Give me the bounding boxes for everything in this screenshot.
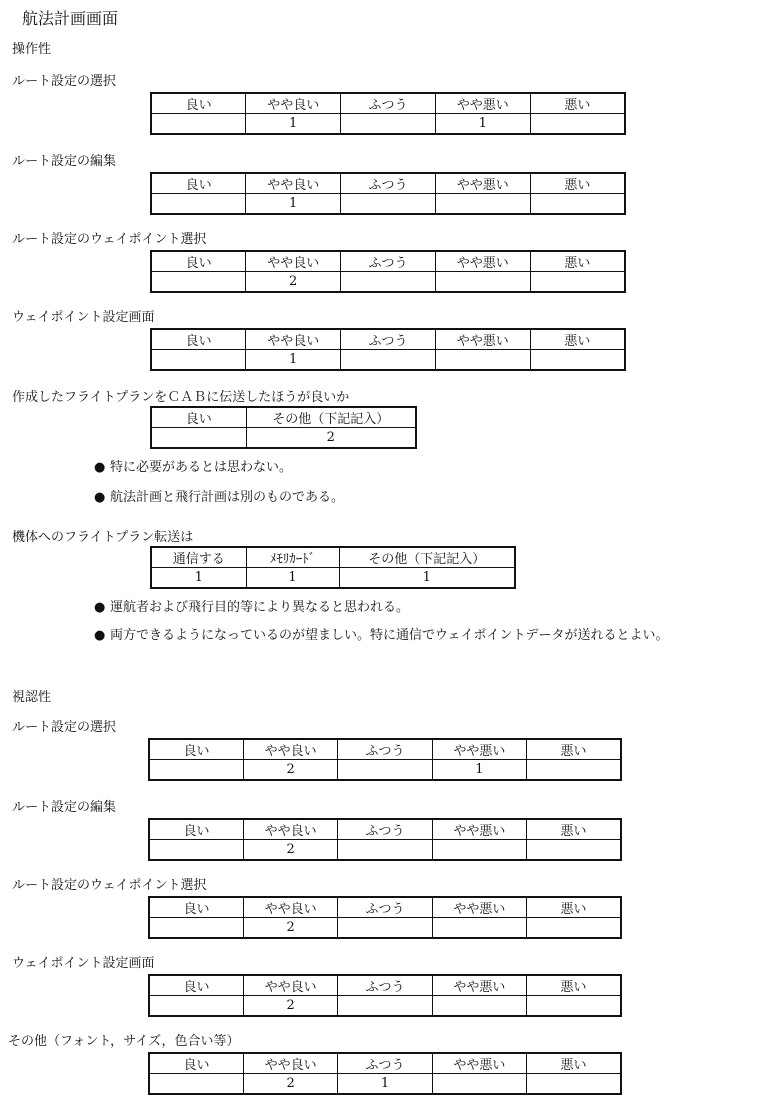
value-cell: 1 (151, 568, 246, 589)
rating-table (150, 172, 626, 215)
header-cell: やや悪い (432, 819, 526, 840)
header-cell: 悪い (527, 819, 621, 840)
question-label: ルート設定の選択 (12, 74, 117, 89)
value-cell (151, 350, 246, 371)
question-label: 作成したフライトプランをＣＡＢに伝送したほうが良いか (12, 390, 350, 405)
header-cell: やや良い (243, 1053, 337, 1074)
value-cell (527, 760, 621, 781)
bullet-icon: ● (94, 490, 106, 505)
value-cell (338, 840, 432, 861)
rating-table (148, 818, 622, 861)
value-cell: 2 (243, 1074, 337, 1095)
value-cell (151, 114, 246, 135)
page-title: 航法計画画面 (22, 9, 119, 28)
header-cell: やや良い (246, 93, 341, 114)
comment-text: 両方できるようになっているのが望ましい。特に通信でウェイポイントデータが送れるとよい。 (110, 628, 669, 643)
header-cell: 悪い (530, 251, 625, 272)
value-cell (151, 428, 246, 449)
rating-table (148, 738, 622, 781)
value-cell (151, 272, 246, 293)
question-label: ルート設定の編集 (12, 800, 117, 815)
value-cell (432, 918, 526, 939)
value-cell (341, 350, 436, 371)
header-cell: その他（下記記入） (339, 547, 515, 568)
value-cell (435, 194, 530, 215)
question-label: ルート設定の選択 (12, 720, 117, 735)
header-cell: ふつう (338, 819, 432, 840)
header-cell: やや良い (243, 975, 337, 996)
header-cell: 良い (151, 93, 246, 114)
header-cell: 悪い (527, 975, 621, 996)
header-cell: やや良い (246, 251, 341, 272)
header-cell: ふつう (341, 329, 436, 350)
header-cell: やや良い (243, 739, 337, 760)
rating-table (150, 406, 417, 449)
value-cell (527, 918, 621, 939)
header-cell: やや良い (246, 329, 341, 350)
header-cell: 悪い (527, 897, 621, 918)
value-cell: 1 (339, 568, 515, 589)
header-cell: やや悪い (432, 975, 526, 996)
value-cell: 2 (243, 760, 337, 781)
header-cell: やや悪い (435, 251, 530, 272)
header-cell: 良い (149, 975, 243, 996)
value-cell (338, 996, 432, 1017)
value-cell: 2 (243, 996, 337, 1017)
value-cell (151, 194, 246, 215)
header-cell: ふつう (338, 739, 432, 760)
header-cell: やや良い (243, 819, 337, 840)
section-heading-visibility: 視認性 (12, 690, 52, 705)
question-label: ルート設定のウェイポイント選択 (12, 878, 207, 893)
header-cell: ふつう (341, 93, 436, 114)
header-cell: 良い (149, 739, 243, 760)
question-label: ルート設定のウェイポイント選択 (12, 232, 207, 247)
header-cell: ふつう (341, 251, 436, 272)
value-cell: 2 (243, 918, 337, 939)
header-cell: ふつう (338, 1053, 432, 1074)
value-cell (149, 918, 243, 939)
rating-table (148, 1052, 622, 1095)
header-cell: やや悪い (432, 739, 526, 760)
value-cell (527, 1074, 621, 1095)
rating-table (150, 546, 516, 589)
value-cell: 2 (243, 840, 337, 861)
header-cell: 悪い (530, 93, 625, 114)
value-cell (338, 760, 432, 781)
header-cell: その他（下記記入） (246, 407, 416, 428)
header-cell: 悪い (530, 329, 625, 350)
value-cell (432, 840, 526, 861)
comment-item (94, 626, 770, 646)
value-cell (149, 760, 243, 781)
value-cell (341, 272, 436, 293)
header-cell: やや悪い (432, 897, 526, 918)
question-label: ルート設定の編集 (12, 154, 117, 169)
header-cell: 良い (151, 329, 246, 350)
comment-item (94, 456, 292, 475)
header-cell: 悪い (527, 1053, 621, 1074)
header-cell: ﾒﾓﾘｶｰﾄﾞ (246, 547, 339, 568)
header-cell: ふつう (338, 975, 432, 996)
value-cell (149, 996, 243, 1017)
value-cell: 2 (246, 428, 416, 449)
header-cell: やや悪い (435, 173, 530, 194)
question-label: その他（フォント，サイズ，色合い等） (8, 1034, 240, 1049)
value-cell: 1 (435, 114, 530, 135)
header-cell: ふつう (338, 897, 432, 918)
value-cell (149, 1074, 243, 1095)
rating-table (150, 250, 626, 293)
header-cell: 通信する (151, 547, 246, 568)
rating-table (150, 328, 626, 371)
bullet-icon: ● (94, 628, 106, 643)
value-cell: 1 (338, 1074, 432, 1095)
question-label: ウェイポイント設定画面 (12, 956, 155, 971)
rating-table (150, 92, 626, 135)
bullet-icon: ● (94, 460, 106, 475)
header-cell: 悪い (530, 173, 625, 194)
comment-item (94, 486, 344, 505)
value-cell (435, 272, 530, 293)
comment-text: 運航者および飛行目的等により異なると思われる。 (110, 600, 410, 615)
comment-text: 特に必要があるとは思わない。 (110, 460, 293, 475)
question-label: 機体へのフライトプラン転送は (12, 530, 194, 545)
value-cell (530, 194, 625, 215)
value-cell: 2 (246, 272, 341, 293)
value-cell: 1 (246, 350, 341, 371)
header-cell: 良い (151, 173, 246, 194)
header-cell: 良い (149, 1053, 243, 1074)
header-cell: やや悪い (432, 1053, 526, 1074)
value-cell (338, 918, 432, 939)
header-cell: やや悪い (435, 93, 530, 114)
value-cell (341, 194, 436, 215)
value-cell (149, 840, 243, 861)
header-cell: 良い (149, 897, 243, 918)
value-cell (530, 272, 625, 293)
header-cell: ふつう (341, 173, 436, 194)
rating-table (148, 896, 622, 939)
value-cell: 1 (246, 194, 341, 215)
value-cell (530, 114, 625, 135)
header-cell: 良い (149, 819, 243, 840)
value-cell: 1 (246, 114, 341, 135)
comment-text: 航法計画と飛行計画は別のものである。 (110, 490, 345, 505)
value-cell (341, 114, 436, 135)
header-cell: やや良い (243, 897, 337, 918)
value-cell: 1 (432, 760, 526, 781)
value-cell (432, 1074, 526, 1095)
header-cell: 悪い (527, 739, 621, 760)
header-cell: やや悪い (435, 329, 530, 350)
rating-table (148, 974, 622, 1017)
value-cell (435, 350, 530, 371)
header-cell: 良い (151, 407, 246, 428)
value-cell: 1 (246, 568, 339, 589)
bullet-icon: ● (94, 600, 106, 615)
section-heading-operability: 操作性 (12, 42, 52, 57)
value-cell (432, 996, 526, 1017)
header-cell: やや良い (246, 173, 341, 194)
header-cell: 良い (151, 251, 246, 272)
value-cell (530, 350, 625, 371)
value-cell (527, 996, 621, 1017)
question-label: ウェイポイント設定画面 (12, 310, 155, 325)
comment-item (94, 596, 409, 615)
value-cell (527, 840, 621, 861)
